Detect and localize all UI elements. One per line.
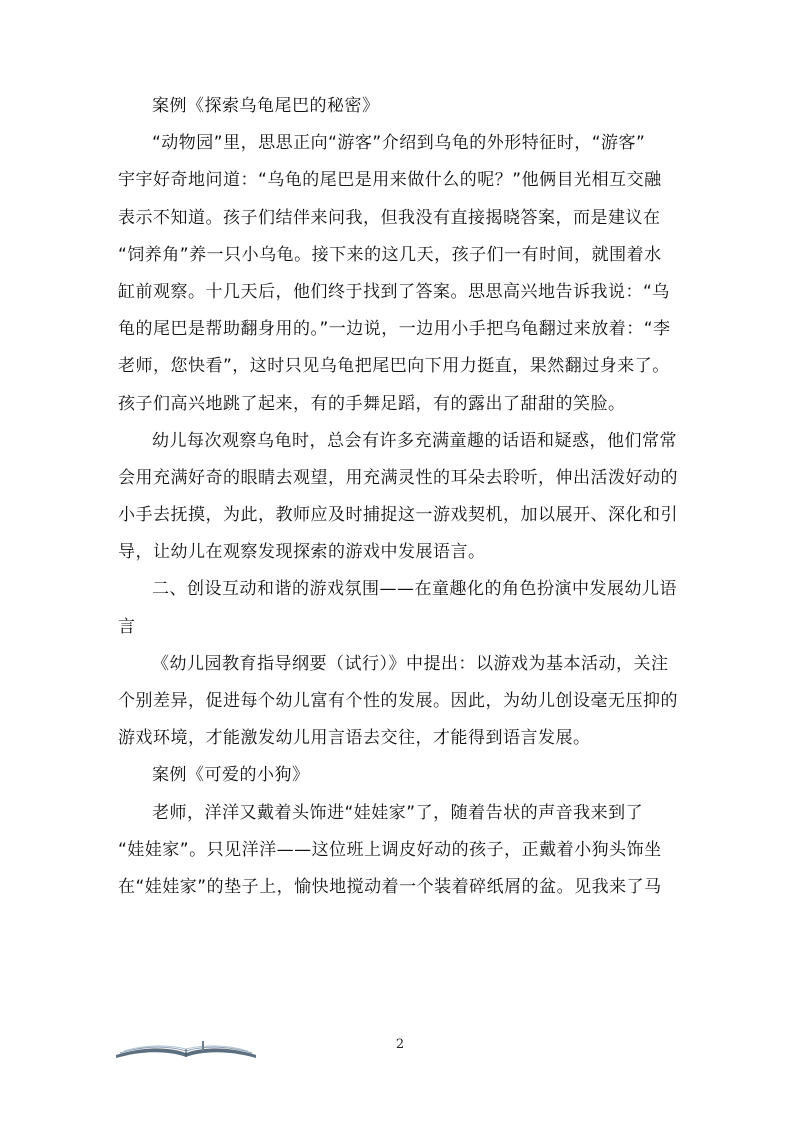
paragraph-line: 宇宇好奇地问道：“乌龟的尾巴是用来做什么的呢？”他俩目光相互交融 bbox=[118, 170, 662, 191]
section-heading: 二、创设互动和谐的游戏氛围——在童趣化的角色扮演中发展幼儿语 bbox=[152, 579, 677, 600]
document-body bbox=[118, 94, 678, 912]
page-number: 2 bbox=[395, 1037, 405, 1052]
case-heading-puppy: 案例《可爱的小狗》 bbox=[152, 765, 310, 786]
paragraph-line: 游戏环境，才能激发幼儿用言语去交往，才能得到语言发展。 bbox=[118, 728, 591, 749]
paragraph-line: 表示不知道。孩子们结伴来问我，但我没有直接揭晓答案，而是建议在 bbox=[118, 207, 661, 228]
paragraph-line: 导，让幼儿在观察发现探索的游戏中发展语言。 bbox=[118, 542, 486, 563]
paragraph-line: 《幼儿园教育指导纲要（试行）》中提出：以游戏为基本活动，关注 bbox=[152, 653, 669, 674]
paragraph-line: 老师，您快看”，这时只见乌龟把尾巴向下用力挺直，果然翻过身来了。 bbox=[118, 356, 670, 377]
paragraph-line: 孩子们高兴地跳了起来，有的手舞足蹈，有的露出了甜甜的笑脸。 bbox=[118, 393, 626, 414]
paragraph-line: 龟的尾巴是帮助翻身用的。”一边说，一边用小手把乌龟翻过来放着：“李 bbox=[118, 319, 671, 340]
paragraph-line: 幼儿每次观察乌龟时，总会有许多充满童趣的话语和疑惑，他们常常 bbox=[152, 430, 677, 451]
paragraph-line: 在“娃娃家”的垫子上，愉快地搅动着一个装着碎纸屑的盆。见我来了马 bbox=[118, 876, 662, 897]
paragraph-line: 小手去抚摸，为此，教师应及时捕捉这一游戏契机，加以展开、深化和引 bbox=[118, 505, 678, 526]
paragraph-line: 缸前观察。十几天后，他们终于找到了答案。思思高兴地告诉我说：“乌 bbox=[118, 281, 670, 302]
paragraph-line: “娃娃家”。只见洋洋——这位班上调皮好动的孩子，正戴着小狗头饰坐 bbox=[118, 839, 662, 860]
paragraph-line: “动物园”里，思思正向“游客”介绍到乌龟的外形特征时，“游客” bbox=[152, 133, 646, 154]
paragraph-line: 会用充满好奇的眼睛去观望，用充满灵性的耳朵去聆听，伸出活泼好动的 bbox=[118, 467, 678, 488]
case-heading-turtle: 案例《探索乌龟尾巴的秘密》 bbox=[152, 96, 380, 116]
section-heading-continued: 言 bbox=[118, 616, 136, 637]
paragraph-line: 老师，洋洋又戴着头饰进“娃娃家”了，随着告状的声音我来到了 bbox=[152, 802, 644, 823]
paragraph-line: “饲养角”养一只小乌龟。接下来的这几天，孩子们一有时间，就围着水 bbox=[118, 244, 662, 265]
paragraph-line: 个别差异，促进每个幼儿富有个性的发展。因此，为幼儿创设毫无压抑的 bbox=[118, 691, 678, 711]
open-book-icon bbox=[114, 1038, 258, 1060]
